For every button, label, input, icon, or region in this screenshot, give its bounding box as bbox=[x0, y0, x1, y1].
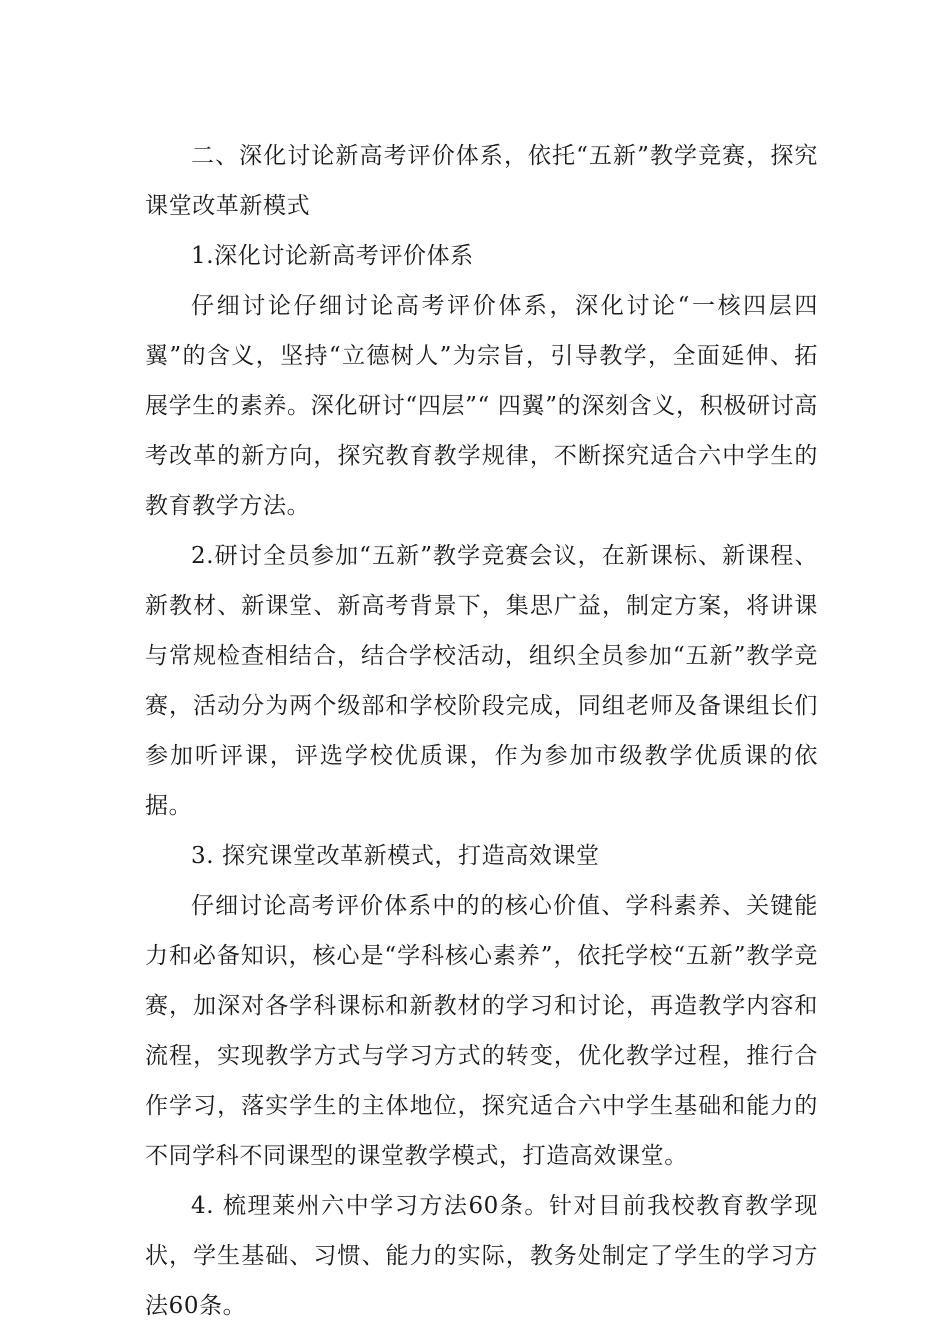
subheading-3: 3. 探究课堂改革新模式，打造高效课堂 bbox=[191, 843, 600, 869]
paragraph-2: 2.研讨全员参加“五新”教学竞赛会议，在新课标、新课程、新教材、新课堂、新高考背景下，集思广益，制定方案，将讲课与常规检查相结合，结合学校活动，组织全员参加“五新”教学竞赛，活动分为两个级部和学校阶段完成，同组老师及备课组长们参加听评课，评选学校优质课，作为参加市级教学优质课的依据。 bbox=[145, 543, 818, 819]
paragraph-1: 仔细讨论仔细讨论高考评价体系，深化讨论“一核四层四翼”的含义，坚持“立德树人”为宗旨，引导教学，全面延伸、拓展学生的素养。深化研讨“四层”“ 四翼”的深刻含义，积极研讨高考改革的新方向，探究教育教学规律，不断探究适合六中学生的教育教学方法。 bbox=[145, 293, 818, 519]
paragraph-3: 仔细讨论高考评价体系中的的核心价值、学科素养、关键能力和必备知识，核心是“学科核心素养”，依托学校“五新”教学竞赛，加深对各学科课标和新教材的学习和讨论，再造教学内容和流程，实现教学方式与学习方式的转变，优化教学过程，推行合作学习，落实学生的主体地位，探究适合六中学生基础和能力的不同学科不同课型的课堂教学模式，打造高效课堂。 bbox=[145, 893, 818, 1169]
document-body bbox=[145, 131, 818, 1331]
subheading-1: 1.深化讨论新高考评价体系 bbox=[191, 243, 474, 269]
paragraph-4: 4. 梳理莱州六中学习方法60条。针对目前我校教育教学现状，学生基础、习惯、能力的实际，教务处制定了学生的学习方法60条。 bbox=[145, 1193, 818, 1319]
section-heading: 二、深化讨论新高考评价体系，依托“五新”教学竞赛，探究课堂改革新模式 bbox=[145, 143, 818, 219]
